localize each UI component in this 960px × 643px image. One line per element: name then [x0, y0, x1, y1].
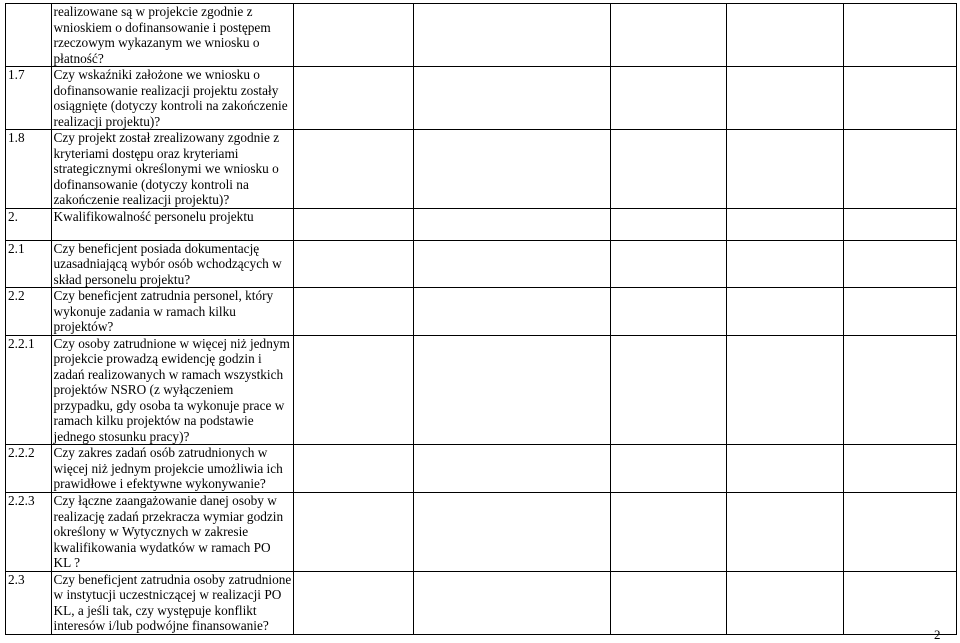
empty-cell — [413, 571, 610, 634]
row-question: Czy beneficjent zatrudnia osoby zatrudnione w instytucji uczestniczącej w realizacji PO KL, a jeśli tak, czy występuje konflikt interesów i/lub podwójne finansowanie? — [51, 571, 294, 634]
empty-cell — [294, 335, 413, 445]
empty-cell — [843, 445, 956, 493]
row-number: 2.3 — [6, 571, 52, 634]
empty-cell — [413, 208, 610, 240]
empty-cell — [294, 240, 413, 288]
empty-cell — [843, 335, 956, 445]
row-number: 2.2.2 — [6, 445, 52, 493]
empty-cell — [843, 130, 956, 209]
empty-cell — [413, 445, 610, 493]
empty-cell — [843, 493, 956, 572]
table-row — [6, 288, 957, 336]
empty-cell — [610, 208, 726, 240]
empty-cell — [610, 288, 726, 336]
table-row — [6, 240, 957, 288]
table-row — [6, 493, 957, 572]
empty-cell — [610, 445, 726, 493]
row-question: realizowane są w projekcie zgodnie z wnioskiem o dofinansowanie i postępem rzeczowym wykazanym we wniosku o płatność? — [51, 4, 294, 67]
empty-cell — [294, 67, 413, 130]
empty-cell — [727, 335, 843, 445]
row-question: Czy beneficjent zatrudnia personel, który wykonuje zadania w ramach kilku projektów? — [51, 288, 294, 336]
empty-cell — [610, 335, 726, 445]
table-row — [6, 4, 957, 67]
empty-cell — [294, 208, 413, 240]
empty-cell — [294, 288, 413, 336]
empty-cell — [294, 493, 413, 572]
empty-cell — [610, 130, 726, 209]
empty-cell — [727, 208, 843, 240]
table-row — [6, 67, 957, 130]
empty-cell — [294, 4, 413, 67]
checklist-table — [5, 3, 957, 635]
empty-cell — [843, 67, 956, 130]
section-heading: Kwalifikowalność personelu projektu — [51, 208, 294, 240]
row-number: 2. — [6, 208, 52, 240]
empty-cell — [843, 4, 956, 67]
empty-cell — [294, 445, 413, 493]
row-question: Czy wskaźniki założone we wniosku o dofinansowanie realizacji projektu zostały osiągnięte (dotyczy kontroli na zakończenie realizacji projektu)? — [51, 67, 294, 130]
empty-cell — [727, 445, 843, 493]
row-question: Czy zakres zadań osób zatrudnionych w więcej niż jednym projekcie umożliwia ich prawidłowe i efektywne wykonywanie? — [51, 445, 294, 493]
empty-cell — [727, 67, 843, 130]
empty-cell — [610, 493, 726, 572]
table-row — [6, 445, 957, 493]
empty-cell — [843, 208, 956, 240]
empty-cell — [610, 67, 726, 130]
empty-cell — [294, 571, 413, 634]
page-number: 2 — [934, 627, 941, 642]
row-number: 2.2.1 — [6, 335, 52, 445]
empty-cell — [727, 493, 843, 572]
row-number — [6, 4, 52, 67]
empty-cell — [727, 130, 843, 209]
empty-cell — [727, 288, 843, 336]
row-question: Czy osoby zatrudnione w więcej niż jednym projekcie prowadzą ewidencję godzin i zadań realizowanych w ramach wszystkich projektów NSRO (z wyłączeniem przypadku, gdy osoba ta wykonuje prace w ramach kilku projektów na podstawie jednego stosunku pracy)? — [51, 335, 294, 445]
empty-cell — [843, 571, 956, 634]
empty-cell — [413, 335, 610, 445]
row-number: 2.2.3 — [6, 493, 52, 572]
empty-cell — [610, 240, 726, 288]
row-number: 2.2 — [6, 288, 52, 336]
row-question: Czy łączne zaangażowanie danej osoby w realizację zadań przekracza wymiar godzin określony w Wytycznych w zakresie kwalifikowania wydatków w ramach PO KL ? — [51, 493, 294, 572]
row-number: 1.7 — [6, 67, 52, 130]
row-question: Czy beneficjent posiada dokumentację uzasadniającą wybór osób wchodzących w skład personelu projektu? — [51, 240, 294, 288]
empty-cell — [294, 130, 413, 209]
empty-cell — [413, 288, 610, 336]
empty-cell — [843, 240, 956, 288]
empty-cell — [413, 67, 610, 130]
table-row — [6, 335, 957, 445]
empty-cell — [727, 240, 843, 288]
empty-cell — [413, 240, 610, 288]
empty-cell — [727, 4, 843, 67]
empty-cell — [413, 4, 610, 67]
empty-cell — [610, 571, 726, 634]
empty-cell — [413, 130, 610, 209]
table-row — [6, 571, 957, 634]
empty-cell — [610, 4, 726, 67]
table-row — [6, 208, 957, 240]
row-number: 2.1 — [6, 240, 52, 288]
row-question: Czy projekt został zrealizowany zgodnie z kryteriami dostępu oraz kryteriami strategicznymi określonymi we wniosku o dofinansowanie (dotyczy kontroli na zakończenie realizacji projektu)? — [51, 130, 294, 209]
empty-cell — [413, 493, 610, 572]
empty-cell — [727, 571, 843, 634]
empty-cell — [843, 288, 956, 336]
row-number: 1.8 — [6, 130, 52, 209]
table-row — [6, 130, 957, 209]
